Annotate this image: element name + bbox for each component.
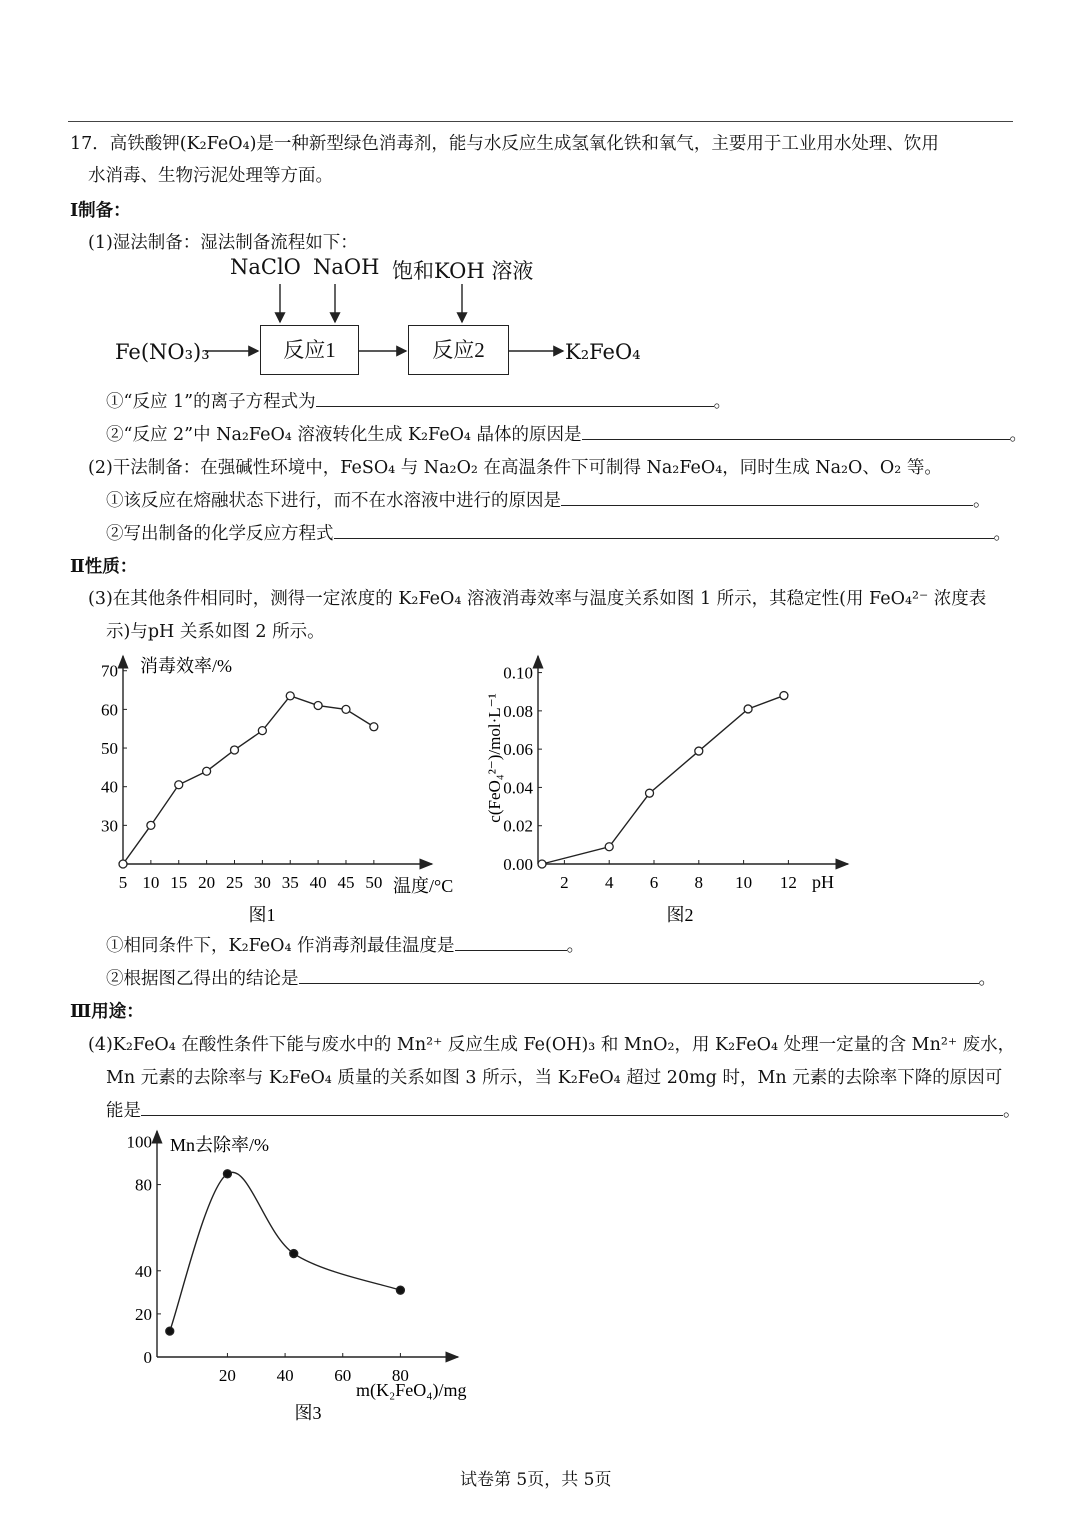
x-tick-label: 6 bbox=[649, 873, 659, 892]
y-tick-label: 0 bbox=[143, 1348, 152, 1367]
x-axis-label: m(K₂FeO₄)/mg bbox=[356, 1380, 467, 1400]
x-tick-label: 60 bbox=[334, 1366, 352, 1385]
section3-title: Ⅲ用途： bbox=[70, 1002, 144, 1022]
x-tick-label: 2 bbox=[560, 873, 569, 892]
y-tick-label: 20 bbox=[135, 1304, 152, 1324]
data-point bbox=[314, 702, 322, 710]
y-tick-label: 0.02 bbox=[503, 816, 533, 836]
data-point bbox=[230, 746, 238, 754]
x-tick-label: 45 bbox=[337, 873, 355, 892]
y-tick-label: 0.00 bbox=[503, 855, 533, 874]
q1-label: (1)湿法制备：湿法制备流程如下： bbox=[88, 233, 358, 253]
data-point bbox=[119, 860, 127, 868]
y-tick-label: 100 bbox=[126, 1132, 152, 1152]
answer-blank[interactable] bbox=[582, 423, 1010, 440]
y-tick-label: 40 bbox=[101, 777, 118, 797]
y-tick-label: 50 bbox=[101, 739, 118, 759]
y-tick-label: 0.10 bbox=[503, 663, 533, 683]
data-point bbox=[175, 781, 183, 789]
flow-start: Fe(NO₃)₃ bbox=[115, 340, 210, 364]
data-point bbox=[605, 843, 613, 851]
data-point bbox=[342, 705, 350, 713]
flow-step1: 反应1 bbox=[260, 325, 359, 375]
data-point bbox=[147, 821, 155, 829]
data-point bbox=[370, 723, 378, 731]
x-tick-label: 50 bbox=[365, 873, 383, 892]
section2-title: Ⅱ性质： bbox=[70, 557, 138, 577]
q1-1: ①“反应 1”的离子方程式为 。 bbox=[106, 392, 732, 412]
data-point bbox=[286, 692, 294, 700]
x-tick-label: 25 bbox=[225, 873, 243, 892]
x-tick-label: 5 bbox=[118, 873, 128, 892]
x-tick-label: 35 bbox=[281, 873, 299, 892]
q3-1: ①相同条件下，K₂FeO₄ 作消毒剂最佳温度是 。 bbox=[106, 936, 585, 956]
answer-blank[interactable] bbox=[455, 934, 567, 951]
x-axis-label: pH bbox=[812, 872, 834, 892]
reagent-naoh: NaOH bbox=[313, 255, 380, 279]
answer-blank[interactable] bbox=[299, 967, 979, 984]
data-point bbox=[396, 1286, 404, 1294]
q4-line3: 能是 。 bbox=[106, 1101, 1021, 1121]
y-axis-label: 消毒效率/% bbox=[140, 656, 232, 676]
q1-2: ②“反应 2”中 Na₂FeO₄ 溶液转化生成 K₂FeO₄ 晶体的原因是 。 bbox=[106, 425, 1027, 445]
x-axis-label: 温度/°C bbox=[393, 876, 454, 896]
x-tick-label: 20 bbox=[218, 1366, 236, 1385]
q2-label: (2)干法制备：在强碱性环境中，FeSO₄ 与 Na₂O₂ 在高温条件下可制得 Na₂FeO₄，同时生成 Na₂O、O₂ 等。 bbox=[88, 458, 942, 478]
q4-line1: (4)K₂FeO₄ 在酸性条件下能与废水中的 Mn²⁺ 反应生成 Fe(OH)₃ 和 MnO₂，用 K₂FeO₄ 处理一定量的含 Mn²⁺ 废水， bbox=[88, 1035, 1016, 1055]
x-tick-label: 30 bbox=[253, 873, 271, 892]
x-tick-label: 10 bbox=[735, 873, 753, 892]
y-tick-label: 0.06 bbox=[503, 740, 533, 760]
data-point bbox=[695, 747, 703, 755]
y-tick-label: 30 bbox=[101, 816, 118, 836]
x-tick-label: 8 bbox=[694, 873, 704, 892]
section1-title: Ⅰ制备： bbox=[70, 201, 131, 221]
y-tick-label: 0.08 bbox=[503, 701, 533, 721]
y-tick-label: 80 bbox=[135, 1175, 152, 1195]
series-line bbox=[542, 696, 784, 864]
chart-fig3 bbox=[100, 1125, 520, 1425]
data-point bbox=[780, 692, 788, 700]
chart-title: 图1 bbox=[248, 905, 276, 925]
data-point bbox=[646, 789, 654, 797]
q3-2: ②根据图乙得出的结论是 。 bbox=[106, 969, 996, 989]
x-tick-label: 10 bbox=[142, 873, 160, 892]
x-tick-label: 40 bbox=[309, 873, 327, 892]
data-point bbox=[538, 860, 546, 868]
chart-title: 图2 bbox=[666, 905, 694, 925]
intro-text: 高铁酸钾(K₂FeO₄)是一种新型绿色消毒剂，能与水反应生成氢氧化铁和氧气，主要用于工业用水处理、饮用 bbox=[109, 134, 939, 154]
x-tick-label: 40 bbox=[276, 1366, 294, 1385]
series-line bbox=[170, 1172, 401, 1331]
x-tick-label: 12 bbox=[779, 873, 797, 892]
reagent-koh: 饱和KOH 溶液 bbox=[392, 259, 534, 283]
data-point bbox=[290, 1250, 298, 1258]
q4-line2: Mn 元素的去除率与 K₂FeO₄ 质量的关系如图 3 所示，当 K₂FeO₄ 超过 20mg 时，Mn 元素的去除率下降的原因可 bbox=[106, 1068, 1003, 1088]
question-intro-line2: 水消毒、生物污泥处理等方面。 bbox=[88, 166, 333, 186]
flow-product: K₂FeO₄ bbox=[565, 340, 641, 364]
data-point bbox=[166, 1327, 174, 1335]
y-axis-label: Mn去除率/% bbox=[170, 1135, 269, 1155]
chart-fig1 bbox=[80, 648, 480, 938]
question-number: 17． bbox=[70, 134, 110, 154]
y-tick-label: 60 bbox=[101, 700, 118, 720]
chart-fig2 bbox=[470, 648, 870, 938]
series-line bbox=[123, 696, 374, 864]
q2-2: ②写出制备的化学反应方程式 。 bbox=[106, 524, 1011, 544]
y-tick-label: 40 bbox=[135, 1261, 152, 1281]
data-point bbox=[203, 767, 211, 775]
answer-blank[interactable] bbox=[561, 489, 973, 506]
q2-1: ①该反应在熔融状态下进行，而不在水溶液中进行的原因是 。 bbox=[106, 491, 991, 511]
x-tick-label: 80 bbox=[391, 1366, 409, 1385]
y-tick-label: 70 bbox=[101, 661, 118, 681]
chart-title: 图3 bbox=[294, 1403, 322, 1423]
answer-blank[interactable] bbox=[141, 1099, 1003, 1116]
q3-line1: (3)在其他条件相同时，测得一定浓度的 K₂FeO₄ 溶液消毒效率与温度关系如图 1 所示，其稳定性(用 FeO₄²⁻ 浓度表 bbox=[88, 589, 987, 609]
x-tick-label: 15 bbox=[170, 873, 188, 892]
y-axis-label: c(FeO₄²⁻)/mol·L⁻¹ bbox=[485, 693, 504, 823]
y-tick-label: 0.04 bbox=[503, 778, 533, 798]
x-tick-label: 20 bbox=[198, 873, 216, 892]
answer-blank[interactable] bbox=[316, 390, 714, 407]
page-footer: 试卷第 5页，共 5页 bbox=[460, 1470, 612, 1490]
x-tick-label: 4 bbox=[604, 873, 614, 892]
reagent-naclo: NaClO bbox=[230, 255, 301, 279]
data-point bbox=[258, 727, 266, 735]
flow-step2: 反应2 bbox=[408, 325, 509, 375]
data-point bbox=[744, 705, 752, 713]
answer-blank[interactable] bbox=[334, 522, 994, 539]
flow-arrows bbox=[0, 0, 700, 400]
data-point bbox=[223, 1170, 231, 1178]
q3-line2: 示)与pH 关系如图 2 所示。 bbox=[106, 622, 325, 642]
